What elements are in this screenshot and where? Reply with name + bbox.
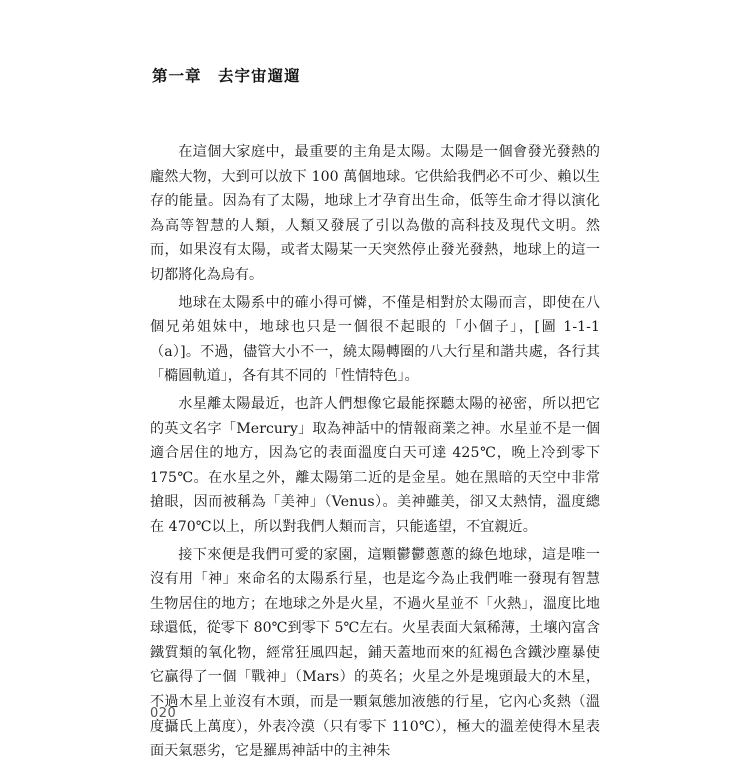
chapter-title: 第一章 去宇宙遛遛 bbox=[152, 67, 301, 85]
paragraph-earth-mars-jupiter: 接下來便是我們可愛的家園，這顆鬱鬱蔥蔥的綠色地球，這是唯一沒有用「神」來命名的太陽系行星，也是迄今為止我們唯一發現有智慧生物居住的地方；在地球之外是火星，不過火星並不「火熱」，溫度比地球還低，從零下 80℃到零下 5℃左右。火星表面大氣稀薄，土壤內富含鐵質類的氧化物，經常狂風四起，鋪天蓋地而來的紅褐色含鐵沙塵暴使它贏得了一個「戰神」（Mars）的英名；火星之外是塊頭最大的木星，不過木星上並沒有木頭，而是一顆氣態加液態的行星，它內心炙熱（溫度攝氏上萬度），外表冷漠（只有零下 110℃），極大的溫差使得木星表面天氣惡劣，它是羅馬神話中的主神朱 bbox=[150, 546, 600, 760]
paragraph-earth-size: 地球在太陽系中的確小得可憐，不僅是相對於太陽而言，即使在八個兄弟姐妹中，地球也只是一個很不起眼的「小個子」，[圖 1-1-1（a）]。不過，儘管大小不一，繞太陽轉圈的八大行星和諧共處，各行其「橢圓軌道」，各有其不同的「性情特色」。 bbox=[150, 294, 600, 385]
body-text bbox=[150, 140, 600, 764]
paragraph-sun: 在這個大家庭中，最重要的主角是太陽。太陽是一個會發光發熱的龐然大物，大到可以放下 100 萬個地球。它供給我們必不可少、賴以生存的能量。因為有了太陽，地球上才孕育出生命，低等生命才得以演化為高等智慧的人類，人類又發展了引以為傲的高科技及現代文明。然而，如果沒有太陽，或者太陽某一天突然停止發光發熱，地球上的這一切都將化為烏有。 bbox=[150, 144, 600, 283]
paragraph-mercury-venus: 水星離太陽最近，也許人們想像它最能探聽太陽的祕密，所以把它的英文名字「Mercury」取為神話中的情報商業之神。水星並不是一個適合居住的地方，因為它的表面溫度白天可達 425℃，晚上冷到零下 175℃。在水星之外，離太陽第二近的是金星。她在黑暗的天空中非常搶眼，因而被稱為「美神」（Venus）。美神雖美，卻又太熱情，溫度總在 470℃以上，所以對我們人類而言，只能遙望，不宜親近。 bbox=[150, 395, 600, 535]
page-number: 020 bbox=[150, 706, 177, 721]
